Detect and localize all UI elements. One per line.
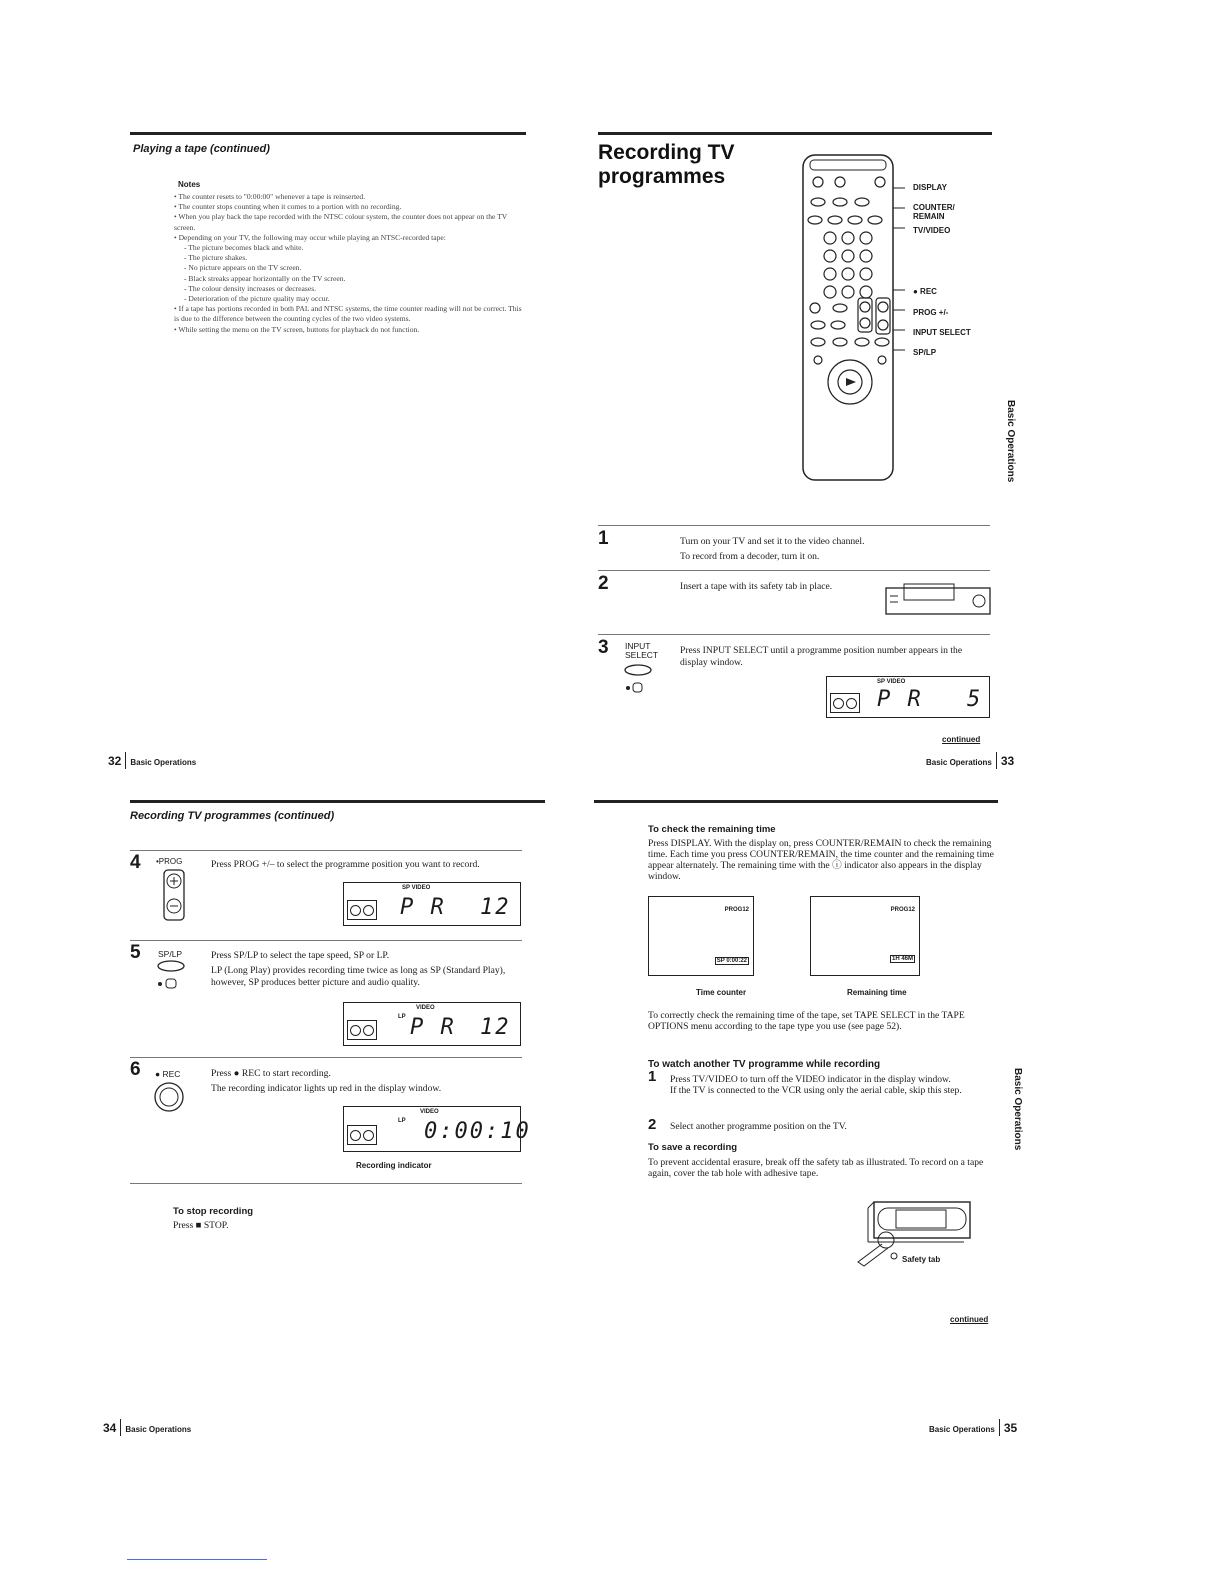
step5-text: Press SP/LP to select the tape speed, SP or LP. LP (Long Play) provides recording time twice as long as SP (Standard Play), however, SP produces better picture and audio quality.: [211, 950, 506, 988]
safety-tab-label: Safety tab: [902, 1255, 941, 1264]
page32-footer: 32 Basic Operations: [108, 754, 197, 768]
page35-footer: Basic Operations 35: [929, 1421, 1018, 1435]
step4-text: Press PROG +/– to select the programme position you want to record.: [211, 859, 480, 870]
lcd-display-step6: VIDEO LP 0:00:10: [343, 1106, 521, 1152]
subnote-item: - The colour density increases or decreases.: [184, 283, 317, 293]
remote-label-remain: REMAIN: [913, 212, 945, 221]
page33-continued: continued: [942, 735, 981, 744]
step6-number: 6: [130, 1059, 141, 1080]
remote-label-rec: ● REC: [913, 287, 937, 296]
bottom-blue-rule: [127, 1559, 267, 1560]
step3-rule: [598, 634, 990, 635]
step2-number: 2: [598, 573, 609, 594]
note-item: • If a tape has portions recorded in both PAL and NTSC systems, the time counter reading will not be correct. This is due to the difference between the counting cycles of the two video systems.: [174, 304, 522, 324]
rec-button-icon: [152, 1080, 186, 1114]
subnote-item: - The picture shakes.: [184, 253, 248, 263]
remote-label-input-select: INPUT SELECT: [913, 328, 971, 337]
page32-notes: [174, 192, 524, 335]
page33-footer: Basic Operations 33: [926, 754, 1015, 768]
watch-another-title: To watch another TV programme while recording: [648, 1059, 881, 1070]
note-item: • When you play back the tape recorded with the NTSC colour system, the counter does not appear on the TV screen.: [174, 212, 508, 232]
time-counter-caption: Time counter: [696, 988, 747, 997]
remote-label-tvvideo: TV/VIDEO: [913, 226, 951, 235]
remote-label-splp: SP/LP: [913, 348, 937, 357]
subnote-item: - Deterioration of the picture quality may occur.: [184, 294, 330, 304]
step2-rule: [598, 570, 990, 571]
splp-button-icon: [153, 960, 189, 996]
page33-title: Recording TV programmes: [598, 141, 735, 188]
save-recording-title: To save a recording: [648, 1142, 738, 1153]
tape-icon: [830, 693, 860, 713]
tape-icon: [347, 900, 377, 920]
tape-select-text: To correctly check the remaining time of the tape, set TAPE SELECT in the TAPE OPTIONS menu according to the tape type you use (see page 52).: [648, 1010, 965, 1032]
recording-indicator-caption: Recording indicator: [356, 1161, 432, 1170]
step1-rule: [598, 525, 990, 526]
remote-label-prog: PROG +/-: [913, 308, 949, 317]
watch-step2-number: 2: [648, 1116, 657, 1133]
prog-button-icon: [160, 868, 190, 924]
watch-step1-text: Press TV/VIDEO to turn off the VIDEO indicator in the display window. If the TV is connected to the VCR using only the aerial cable, skip this step.: [670, 1074, 962, 1096]
rec-button-label: ● REC: [155, 1069, 181, 1079]
lcd-display-step4: SP VIDEO P R 12: [343, 882, 521, 926]
step5-number: 5: [130, 942, 141, 963]
step6-text: Press ● REC to start recording. The recording indicator lights up red in the display window.: [211, 1068, 442, 1094]
remote-label-display: DISPLAY: [913, 183, 947, 192]
watch-step1-number: 1: [648, 1068, 657, 1085]
watch-step2-text: Select another programme position on the TV.: [670, 1121, 847, 1132]
splp-button-label: SP/LP: [158, 949, 183, 959]
page32-header-rule: [130, 132, 526, 135]
prog-button-label: •PROG: [156, 857, 183, 866]
page32-notes-title: Notes: [178, 180, 201, 189]
input-select-button-label: INPUT SELECT: [625, 641, 659, 660]
lcd-display-step3: SP VIDEO P R 5: [826, 676, 990, 718]
check-remaining-text: Press DISPLAY. With the display on, press COUNTER/REMAIN to check the remaining time. Each time you press COUNTER/REMAIN, the time counter and the remaining time appear alternately. The remaining time with the ⓘ indicator also appears in the display window.: [648, 838, 994, 882]
subnote-item: - The picture becomes black and white.: [184, 243, 304, 253]
note-item: • While setting the menu on the TV screen, buttons for playback do not function.: [174, 324, 420, 334]
step2-text: Insert a tape with its safety tab in place.: [680, 581, 833, 592]
subnote-item: - Black streaks appear horizontally on the TV screen.: [184, 273, 346, 283]
subnote-item: - No picture appears on the TV screen.: [184, 263, 302, 273]
vcr-illustration: [884, 582, 992, 618]
page34-header-rule: [130, 800, 545, 803]
page34-footer: 34 Basic Operations: [103, 1421, 192, 1435]
page33-side-tab: Basic Operations: [1005, 400, 1016, 483]
note-item: • Depending on your TV, the following may occur while playing an NTSC-recorded tape:: [174, 232, 446, 242]
stop-recording-title: To stop recording: [173, 1206, 254, 1217]
input-select-button-icon: [622, 664, 662, 696]
recording-indicator-icon: [347, 1125, 377, 1145]
step3-number: 3: [598, 637, 609, 658]
note-item: • The counter resets to "0:00:00" whenever a tape is reinserted.: [174, 192, 366, 201]
step6-bottom-rule: [130, 1183, 522, 1184]
step1-text: Turn on your TV and set it to the video channel. To record from a decoder, turn it on.: [680, 536, 865, 562]
page35-continued: continued: [950, 1315, 989, 1324]
step3-text: Press INPUT SELECT until a programme position number appears in the display window.: [680, 645, 963, 668]
page35-side-tab: Basic Operations: [1012, 1068, 1023, 1151]
page35-header-rule: [594, 800, 998, 803]
note-item: • The counter stops counting when it comes to a portion with no recording.: [174, 202, 402, 212]
page33-header-rule: [598, 132, 992, 135]
stop-recording-text: Press ■ STOP.: [173, 1220, 229, 1231]
page32-header: Playing a tape (continued): [133, 143, 270, 155]
tv-screen-remaining-time: PROG12 1H 46M: [810, 896, 920, 976]
step4-rule: [130, 850, 522, 851]
step1-number: 1: [598, 528, 609, 549]
tape-icon: [347, 1020, 377, 1040]
remote-label-counter: COUNTER/: [913, 203, 955, 212]
step6-rule: [130, 1057, 522, 1058]
step4-number: 4: [130, 852, 141, 873]
check-remaining-title: To check the remaining time: [648, 824, 776, 835]
lcd-display-step5: VIDEO LP P R 12: [343, 1002, 521, 1046]
remaining-time-caption: Remaining time: [847, 988, 907, 997]
save-recording-text: To prevent accidental erasure, break off the safety tab as illustrated. To record on a tape again, cover the tab hole with adhesive tape.: [648, 1157, 984, 1179]
page34-header: Recording TV programmes (continued): [130, 810, 335, 822]
step5-rule: [130, 940, 522, 941]
tv-screen-time-counter: PROG12 SP 0:00:22: [648, 896, 754, 976]
remote-control-illustration: [790, 150, 910, 485]
